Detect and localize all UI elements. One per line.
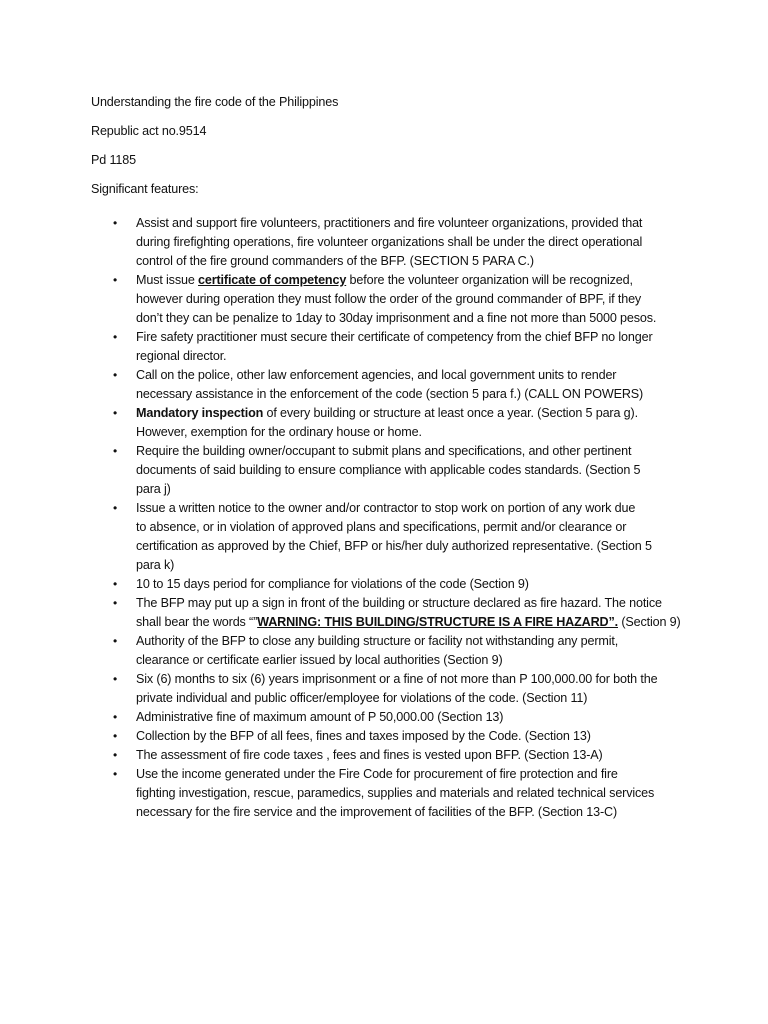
item-text: shall bear the words “” xyxy=(136,615,258,629)
law-reference: Republic act no.9514 xyxy=(91,124,207,138)
bullet-icon: • xyxy=(113,273,118,287)
list-item xyxy=(91,708,691,727)
item-line: private individual and public officer/employee for violations of the code. (Section 11) xyxy=(136,691,588,705)
list-item xyxy=(91,594,691,632)
item-line: Call on the police, other law enforcement agencies, and local government units to render xyxy=(136,368,617,382)
bullet-icon: • xyxy=(113,406,118,420)
certificate-of-competency-emphasis: certificate of competency xyxy=(198,273,347,287)
bullet-icon: • xyxy=(113,767,118,781)
item-text: before the volunteer organization will be recognized, xyxy=(346,273,633,287)
bullet-icon: • xyxy=(113,710,118,724)
bullet-icon: • xyxy=(113,444,118,458)
item-line: 10 to 15 days period for compliance for violations of the code (Section 9) xyxy=(136,577,529,591)
item-text: Must issue xyxy=(136,273,199,287)
item-line xyxy=(136,613,691,632)
item-line: during firefighting operations, fire volunteer organizations shall be under the direct operational xyxy=(136,235,643,249)
bullet-icon: • xyxy=(113,596,118,610)
document-title: Understanding the fire code of the Philippines xyxy=(91,95,339,109)
item-line: don’t they can be penalize to 1day to 30day imprisonment and a fine not more than 5000 pesos. xyxy=(136,311,657,325)
list-item xyxy=(91,575,691,594)
item-line: The BFP may put up a sign in front of the building or structure declared as fire hazard. The notice xyxy=(136,596,662,610)
item-line: Use the income generated under the Fire Code for procurement of fire protection and fire xyxy=(136,767,618,781)
item-line xyxy=(136,271,691,290)
mandatory-inspection-emphasis: Mandatory inspection xyxy=(136,406,264,420)
item-line: Issue a written notice to the owner and/or contractor to stop work on portion of any work due xyxy=(136,501,636,515)
item-line: Assist and support fire volunteers, practitioners and fire volunteer organizations, provided that xyxy=(136,216,643,230)
list-item xyxy=(91,765,691,822)
bullet-icon: • xyxy=(113,748,118,762)
item-text: of every building or structure at least once a year. (Section 5 para g). xyxy=(263,406,638,420)
item-line: to absence, or in violation of approved plans and specifications, permit and/or clearance or xyxy=(136,520,627,534)
item-line: documents of said building to ensure compliance with applicable codes standards. (Section 5 xyxy=(136,463,641,477)
list-item xyxy=(91,442,691,499)
list-item xyxy=(91,632,691,670)
features-heading: Significant features: xyxy=(91,182,199,196)
item-line: However, exemption for the ordinary house or home. xyxy=(136,425,422,439)
item-line: necessary for the fire service and the improvement of facilities of the BFP. (Section 13-C) xyxy=(136,805,617,819)
item-text: (Section 9) xyxy=(617,615,681,629)
item-line: Administrative fine of maximum amount of P 50,000.00 (Section 13) xyxy=(136,710,504,724)
item-line: Require the building owner/occupant to submit plans and specifications, and other pertinent xyxy=(136,444,632,458)
list-item xyxy=(91,746,691,765)
bullet-icon: • xyxy=(113,501,118,515)
bullet-icon: • xyxy=(113,368,118,382)
item-line: however during operation they must follow the order of the ground commander of BPF, if they xyxy=(136,292,642,306)
list-item xyxy=(91,670,691,708)
item-line: fighting investigation, rescue, paramedics, supplies and materials and related technical services xyxy=(136,786,655,800)
list-item xyxy=(91,214,691,271)
item-line: control of the fire ground commanders of the BFP. (SECTION 5 PARA C.) xyxy=(136,254,534,268)
item-line: Authority of the BFP to close any building structure or facility not withstanding any permit, xyxy=(136,634,619,648)
item-line: The assessment of fire code taxes , fees and fines is vested upon BFP. (Section 13-A) xyxy=(136,748,603,762)
bullet-icon: • xyxy=(113,672,118,686)
item-line: Collection by the BFP of all fees, fines and taxes imposed by the Code. (Section 13) xyxy=(136,729,591,743)
item-line xyxy=(136,404,691,423)
pd-reference: Pd 1185 xyxy=(91,153,136,167)
list-item xyxy=(91,328,691,366)
list-item xyxy=(91,727,691,746)
list-item xyxy=(91,271,691,328)
list-item xyxy=(91,499,691,575)
features-list xyxy=(91,214,691,822)
item-line: necessary assistance in the enforcement of the code (section 5 para f.) (CALL ON POWERS) xyxy=(136,387,644,401)
item-line: Fire safety practitioner must secure their certificate of competency from the chief BFP no longer xyxy=(136,330,653,344)
fire-hazard-warning-emphasis: WARNING: THIS BUILDING/STRUCTURE IS A FIRE HAZARD”. xyxy=(257,615,618,629)
bullet-icon: • xyxy=(113,216,118,230)
bullet-icon: • xyxy=(113,634,118,648)
item-line: regional director. xyxy=(136,349,227,363)
item-line: para j) xyxy=(136,482,171,496)
document-body xyxy=(91,93,691,822)
list-item xyxy=(91,404,691,442)
list-item xyxy=(91,366,691,404)
item-line: clearance or certificate earlier issued by local authorities (Section 9) xyxy=(136,653,503,667)
bullet-icon: • xyxy=(113,729,118,743)
item-line: Six (6) months to six (6) years imprisonment or a fine of not more than P 100,000.00 for both the xyxy=(136,672,658,686)
bullet-icon: • xyxy=(113,330,118,344)
item-line: para k) xyxy=(136,558,175,572)
item-line: certification as approved by the Chief, BFP or his/her duly authorized representative. (Section 5 xyxy=(136,539,652,553)
bullet-icon: • xyxy=(113,577,118,591)
